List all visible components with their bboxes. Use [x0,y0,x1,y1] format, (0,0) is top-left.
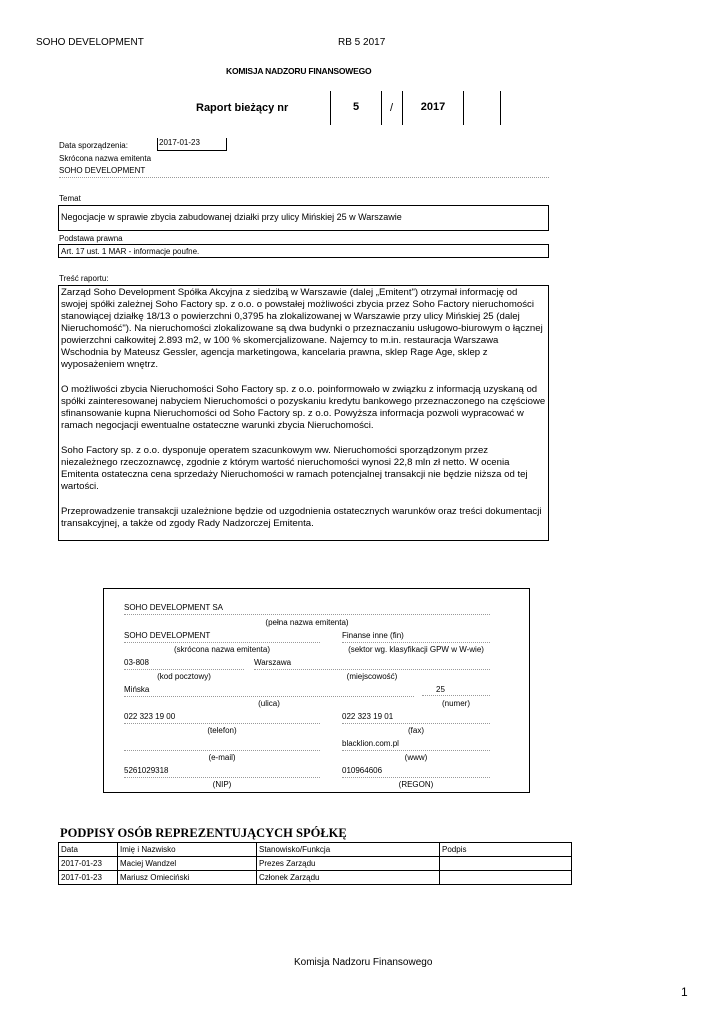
authority-name: KOMISJA NADZORU FINANSOWEGO [226,66,372,76]
date-label: Data sporządzenia: [59,141,128,150]
issuer-phone: 022 323 19 00 [124,712,320,724]
content-paragraph-1: Zarząd Soho Development Spółka Akcyjna z siedzibą w Warszawie (dalej „Emitent") otrzymał informację od swojej spółki zależnej Soho Factory sp. z o.o. o powstałej możliwości zbycia przez Soho Factory nieruchomości stanowiącej działkę 18/13 o powierzchni 0,3795 ha zlokalizowanej w Warszawie przy ulicy Mińskiej 25 (dalej Nieruchomość"). Na nieruchomości zlokalizowane są dwa budynki o przeznaczaniu usługowo-biurowym o łącznej powierzchni całkowitej 2.893 m2, w 100 % skomercjalizowane. Najemcy to m.in. restauracja Warszawa Wschodnia by Mateusz Gessler, agencja marketingowa, kancelaria prawna, sklep Rage Age, sklep z wyposażeniem wnętrz. [61,287,546,370]
short-name-label: Skrócona nazwa emitenta [59,154,152,163]
cell-signature [440,871,572,885]
short-name-value: SOHO DEVELOPMENT [59,166,549,178]
cell-name: Maciej Wandzel [118,857,257,871]
column-header-position: Stanowisko/Funkcja [257,843,440,857]
report-number-box [330,91,382,125]
issuer-city-caption: (miejscowość) [346,672,398,681]
footer-authority: Komisja Nadzoru Finansowego [294,957,433,968]
issuer-short-name: SOHO DEVELOPMENT [124,631,320,643]
date-value: 2017-01-23 [157,138,227,151]
issuer-regon: 010964606 [342,766,490,778]
issuer-number: 25 [422,685,490,696]
cell-date: 2017-01-23 [59,871,118,885]
issuer-sector-caption: (sektor wg. klasyfikacji GPW w W-wie) [348,645,484,654]
column-header-date: Data [59,843,118,857]
issuer-street-caption: (ulica) [258,699,280,708]
issuer-postal-caption: (kod pocztowy) [157,672,211,681]
issuer-email [124,739,320,751]
report-year: 2017 [420,101,446,113]
cell-date: 2017-01-23 [59,857,118,871]
issuer-postal-code: 03-808 [124,658,244,670]
cell-position: Członek Zarządu [257,871,440,885]
content-label: Treść raportu: [59,274,109,283]
content-paragraph-4: Przeprowadzenie transakcji uzależnione będzie od uzgodnienia ostatecznych warunków oraz treści dokumentacji transakcyjnej, a także od zgody Rady Nadzorczej Emitenta. [61,506,545,529]
header-company: SOHO DEVELOPMENT [36,37,144,48]
cell-position: Prezes Zarządu [257,857,440,871]
table-header-row [59,843,572,857]
content-paragraph-3: Soho Factory sp. z o.o. dysponuje operatem szacunkowym ww. Nieruchomości sporządzonym przez niezależnego rzeczoznawcę, zgodnie z którym wartość nieruchomości wynosi 22,8 mln zł netto. W ocenia Emitenta ostateczna cena sprzedaży Nieruchomości w ramach potencjalnej transakcji nie będzie niższa od tej wartości. [61,445,531,492]
issuer-street: Mińska [124,685,414,697]
column-header-signature: Podpis [440,843,572,857]
issuer-nip-caption: (NIP) [212,780,232,789]
issuer-city: Warszawa [254,658,490,670]
legal-basis-label: Podstawa prawna [59,234,123,243]
content-box [58,285,549,541]
topic-label: Temat [59,194,81,203]
issuer-nip: 5261029318 [124,766,320,778]
cell-signature [440,857,572,871]
table-row [59,871,572,885]
issuer-regon-caption: (REGON) [398,780,434,789]
column-header-name: Imię i Nazwisko [118,843,257,857]
table-row [59,857,572,871]
issuer-full-name: SOHO DEVELOPMENT SA [124,603,490,615]
signatures-heading: PODPISY OSÓB REPREZENTUJĄCYCH SPÓŁKĘ [60,826,347,840]
issuer-fax: 022 323 19 01 [342,712,490,724]
report-slash: / [390,102,394,114]
issuer-phone-caption: (telefon) [207,726,237,735]
cell-name: Mariusz Omieciński [118,871,257,885]
issuer-sector: Finanse inne (fin) [342,631,490,643]
report-extra-box [464,91,501,125]
issuer-number-caption: (numer) [441,699,470,708]
report-number: 5 [352,101,360,113]
signatures-table [58,842,572,885]
report-year-box [402,91,464,125]
page-number: 1 [681,985,688,999]
issuer-www-caption: (www) [404,753,428,762]
legal-basis-value: Art. 17 ust. 1 MAR - informacje poufne. [58,244,549,258]
content-paragraph-2: O możliwości zbycia Nieruchomości Soho Factory sp. z o.o. poinformowało w związku z informacją uzyskaną od spółki zainteresowanej nabyciem Nieruchomości o pozyskaniu kredytu bankowego przeznaczonego na częściowe sfinansowanie kupna Nieruchomości od Soho Factory sp. z o.o. Powyższa informacja pozwoli wypracować w ramach negocjacji ewentualne ostateczne warunki zbycia Nieruchomości. [61,384,548,431]
report-title: Raport bieżący nr [196,102,289,114]
issuer-email-caption: (e-mail) [208,753,236,762]
header-report-code: RB 5 2017 [338,37,386,48]
issuer-short-name-caption: (skrócona nazwa emitenta) [173,645,271,654]
topic-value: Negocjacje w sprawie zbycia zabudowanej działki przy ulicy Mińskiej 25 w Warszawie [58,205,549,231]
issuer-full-name-caption: (pełna nazwa emitenta) [265,618,349,627]
issuer-fax-caption: (fax) [408,726,424,735]
issuer-www: blacklion.com.pl [342,739,490,751]
